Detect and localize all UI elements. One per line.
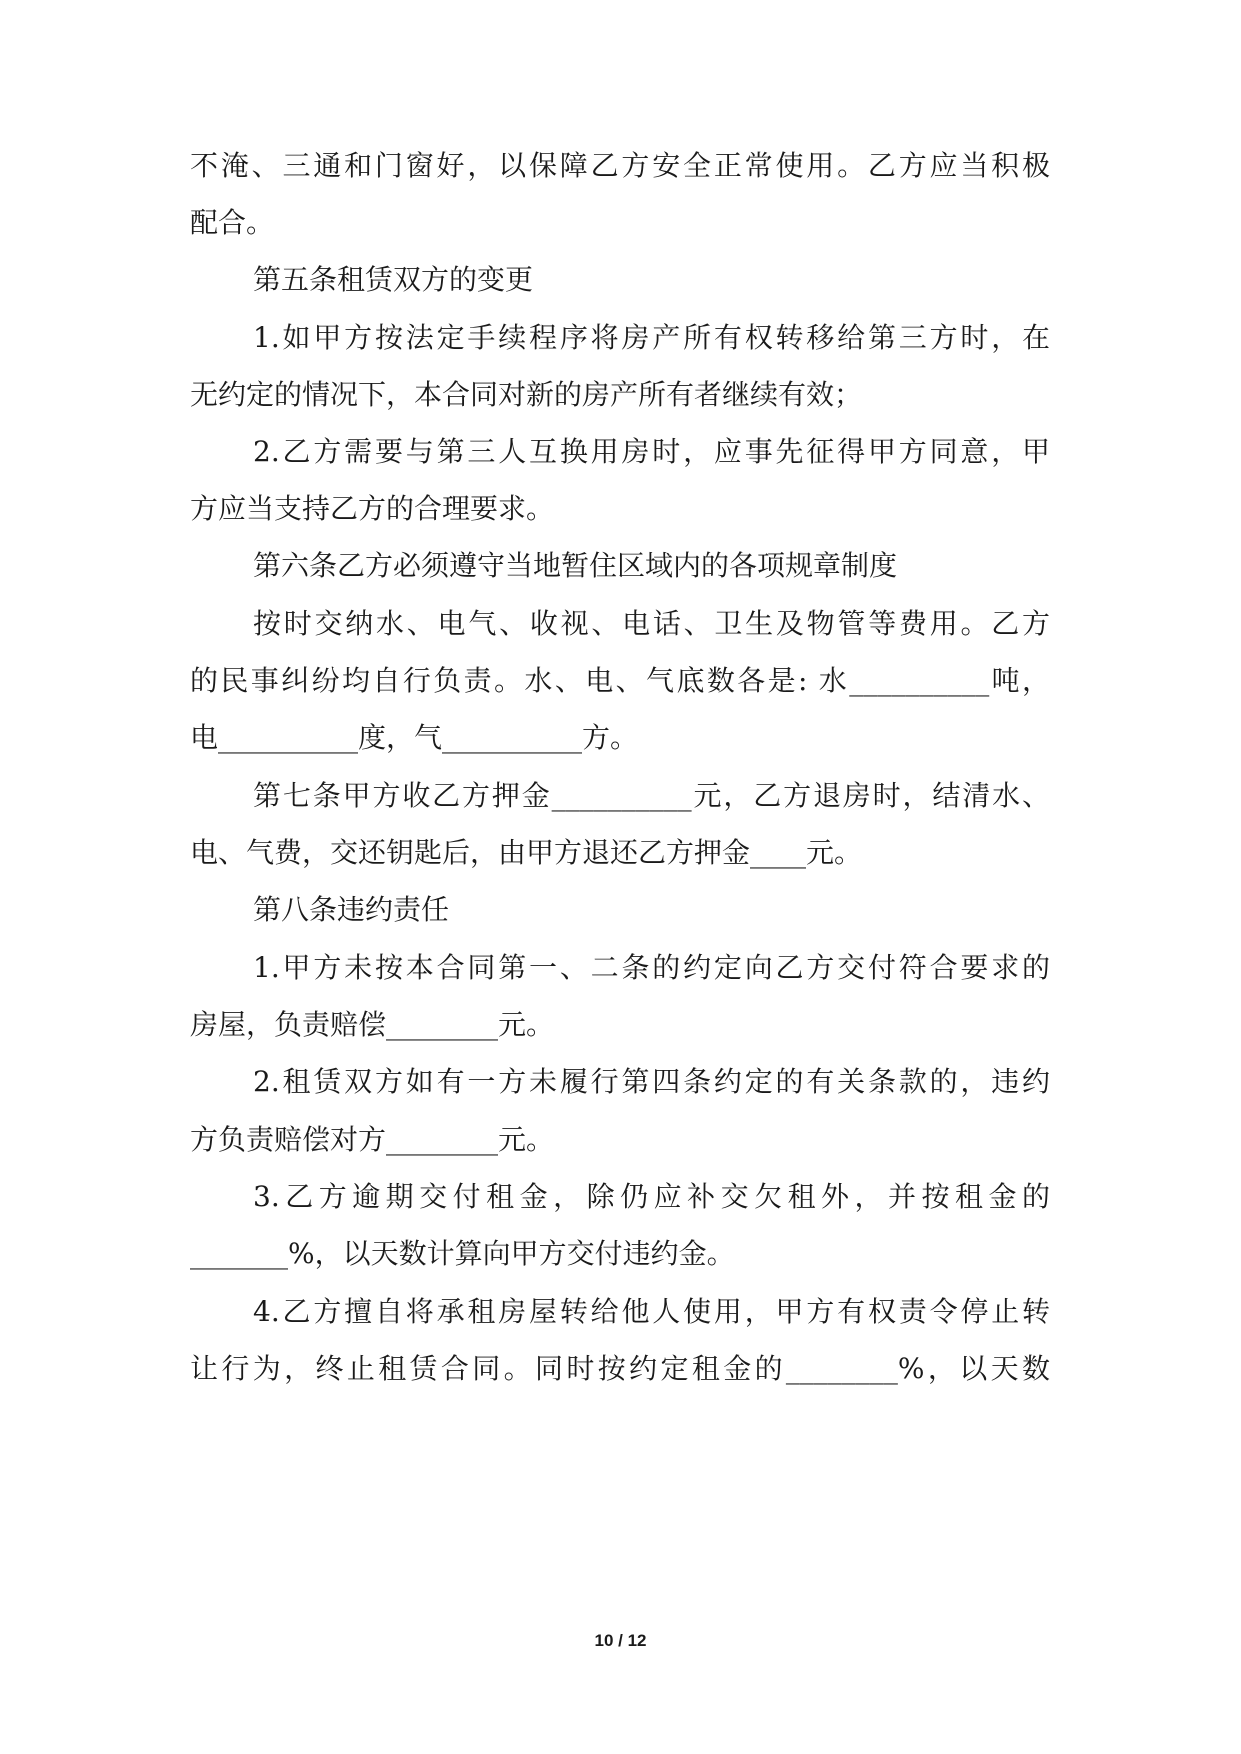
paragraph-line: 无约定的情况下，本合同对新的房产所有者继续有效； [190, 378, 863, 411]
paragraph-line: 按时交纳水、电气、收视、电话、卫生及物管等费用。乙方 [253, 607, 1050, 640]
page-number: 10 / 12 [594, 1631, 647, 1650]
paragraph-line: 2.乙方需要与第三人互换用房时，应事先征得甲方同意，甲 [253, 435, 1050, 468]
paragraph-line: 配合。 [190, 206, 275, 239]
paragraph-line: 房屋，负责赔偿________元。 [190, 1008, 555, 1041]
paragraph-line: 4.乙方擅自将承租房屋转给他人使用，甲方有权责令停止转 [253, 1295, 1050, 1328]
section-heading: 第五条租赁双方的变更 [253, 263, 534, 296]
paragraph-line: 第七条甲方收乙方押金__________元，乙方退房时，结清水、 [253, 779, 1050, 812]
paragraph-line: 电、气费，交还钥匙后，由甲方退还乙方押金____元。 [190, 836, 863, 869]
paragraph-line: 的民事纠纷均自行负责。水、电、气底数各是: 水__________吨， [190, 664, 1050, 697]
paragraph-line: 方负责赔偿对方________元。 [190, 1123, 555, 1156]
paragraph-line: 不淹、三通和门窗好，以保障乙方安全正常使用。乙方应当积极 [190, 149, 1050, 182]
paragraph-line: 让行为，终止租赁合同。同时按约定租金的________%，以天数 [190, 1352, 1050, 1385]
paragraph-line: 3.乙方逾期交付租金，除仍应补交欠租外，并按租金的 [253, 1180, 1050, 1213]
paragraph-line: _______%，以天数计算向甲方交付违约金。 [190, 1237, 735, 1270]
paragraph-line: 电__________度，气__________方。 [190, 721, 639, 754]
section-heading: 第八条违约责任 [253, 893, 450, 926]
section-heading: 第六条乙方必须遵守当地暂住区域内的各项规章制度 [253, 549, 898, 582]
paragraph-line: 方应当支持乙方的合理要求。 [190, 492, 555, 525]
paragraph-line: 1.如甲方按法定手续程序将房产所有权转移给第三方时，在 [253, 321, 1050, 354]
paragraph-line: 2.租赁双方如有一方未履行第四条约定的有关条款的，违约 [253, 1065, 1050, 1098]
paragraph-line: 1.甲方未按本合同第一、二条的约定向乙方交付符合要求的 [253, 951, 1050, 984]
